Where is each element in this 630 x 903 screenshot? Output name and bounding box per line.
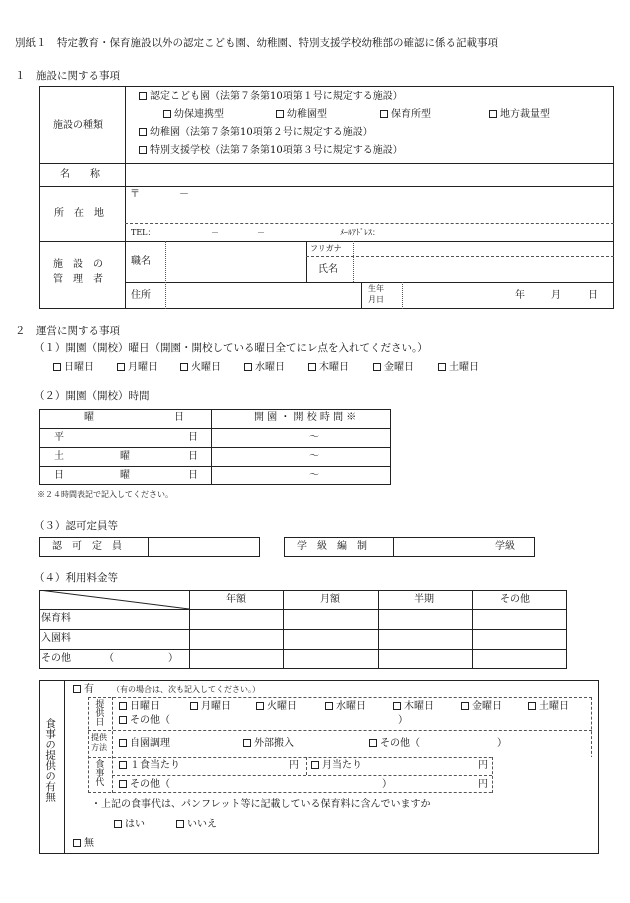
checkbox-icon[interactable] <box>380 110 388 118</box>
checkbox-icon[interactable] <box>528 702 536 710</box>
checkbox-icon[interactable] <box>256 702 264 710</box>
checkbox-icon[interactable] <box>393 702 401 710</box>
open-day-option[interactable]: 金曜日 <box>373 363 414 373</box>
address-label: 所 在 地 <box>54 208 104 219</box>
postal-dash: － <box>179 189 189 200</box>
checkbox-icon[interactable] <box>163 110 171 118</box>
open-day-option[interactable]: 火曜日 <box>180 363 221 373</box>
open-day-option[interactable]: 木曜日 <box>308 363 349 373</box>
section2-heading: ２ 運営に関する事項 <box>15 325 120 337</box>
hours-note: ※２４時間表記で記入してください。 <box>37 490 173 499</box>
checkbox-icon[interactable] <box>369 739 377 747</box>
q1-heading: （１）開園（開校）曜日（開園・開校している曜日全てにレ点を入れてください。） <box>34 342 428 354</box>
checkbox-icon[interactable] <box>119 702 127 710</box>
open-day-option[interactable]: 水曜日 <box>244 363 285 373</box>
meal-yes[interactable]: 有 <box>73 685 94 695</box>
checkbox-icon[interactable] <box>243 739 251 747</box>
cost-other[interactable]: その他（ <box>119 780 170 790</box>
postal-mark: 〒 <box>130 189 140 200</box>
checkbox-icon[interactable] <box>53 363 61 371</box>
checkbox-icon[interactable] <box>117 363 125 371</box>
checkbox-icon[interactable] <box>176 820 184 828</box>
checkbox-icon[interactable] <box>139 92 147 100</box>
open-day-option[interactable]: 月曜日 <box>117 363 158 373</box>
section1-heading: １ 施設に関する事項 <box>15 70 120 82</box>
position-label: 職名 <box>131 256 151 267</box>
meal-day-option[interactable]: 月曜日 <box>190 702 231 712</box>
checkbox-icon[interactable] <box>180 363 188 371</box>
birth-label: 生年 <box>368 284 384 293</box>
checkbox-icon[interactable] <box>119 780 127 788</box>
checkbox-icon[interactable] <box>114 820 122 828</box>
checkbox-icon[interactable] <box>311 761 319 769</box>
checkbox-icon[interactable] <box>489 110 497 118</box>
sub-chiho[interactable]: 地方裁量型 <box>489 110 550 120</box>
checkbox-icon[interactable] <box>73 839 81 847</box>
checkbox-icon[interactable] <box>373 363 381 371</box>
open-day-option[interactable]: 土曜日 <box>438 363 479 373</box>
meal-label: 食事の提供の有無 <box>44 718 57 802</box>
checkbox-icon[interactable] <box>276 110 284 118</box>
tel-label: TEL： <box>131 228 156 237</box>
person-name-label: 氏名 <box>318 264 338 275</box>
name-label: 名 称 <box>60 169 100 180</box>
method-other[interactable]: その他（ <box>369 739 420 749</box>
checkbox-icon[interactable] <box>308 363 316 371</box>
opt-nintei-kodomoen[interactable]: 認定こども園（法第７条第10項第１号に規定する施設） <box>139 92 403 102</box>
answer-no[interactable]: いいえ <box>176 820 217 830</box>
opt-tokubetsu[interactable]: 特別支援学校（法第７条第10項第３号に規定する施設） <box>139 146 403 156</box>
page-title: 別紙１ 特定教育・保育施設以外の認定こども園、幼稚園、特別支援学校幼稚部の確認に係る記載事項 <box>15 37 498 49</box>
meal-day-option[interactable]: 日曜日 <box>119 702 160 712</box>
meal-day-option[interactable]: 土曜日 <box>528 702 569 712</box>
cost-per-meal[interactable]: １食当たり <box>119 761 180 771</box>
checkbox-icon[interactable] <box>244 363 252 371</box>
checkbox-icon[interactable] <box>139 146 147 154</box>
method-inhouse[interactable]: 自園調理 <box>119 739 170 749</box>
hours-col-header: 開 園 ・ 開 校 時 間 ※ <box>254 412 357 423</box>
diagonal-line <box>39 590 189 609</box>
meal-day-option[interactable]: 金曜日 <box>461 702 502 712</box>
checkbox-icon[interactable] <box>461 702 469 710</box>
meal-day-option[interactable]: 水曜日 <box>325 702 366 712</box>
q4-heading: （４）利用料金等 <box>34 572 118 584</box>
meal-day-option[interactable]: 火曜日 <box>256 702 297 712</box>
checkbox-icon[interactable] <box>119 739 127 747</box>
sub-hoikusho[interactable]: 保育所型 <box>380 110 431 120</box>
manager-label: 施 設 の <box>53 259 103 270</box>
opt-youchien[interactable]: 幼稚園（法第７条第10項第２号に規定する施設） <box>139 128 373 138</box>
open-day-option[interactable]: 日曜日 <box>53 363 94 373</box>
checkbox-icon[interactable] <box>119 761 127 769</box>
furigana-label: フリガナ <box>310 244 342 253</box>
meal-question: ・上記の食事代は、パンフレット等に記載している保育料に含んでいますか <box>91 799 431 810</box>
checkbox-icon[interactable] <box>139 128 147 136</box>
meal-none[interactable]: 無 <box>73 839 94 849</box>
facility-type-label: 施設の種類 <box>53 120 103 131</box>
checkbox-icon[interactable] <box>325 702 333 710</box>
residence-label: 住所 <box>131 290 151 301</box>
checkbox-icon[interactable] <box>438 363 446 371</box>
q3-heading: （３）認可定員等 <box>34 520 118 532</box>
method-external[interactable]: 外部搬入 <box>243 739 294 749</box>
meal-day-other[interactable]: その他（ <box>119 716 170 726</box>
sub-yoho[interactable]: 幼保連携型 <box>163 110 224 120</box>
answer-yes[interactable]: はい <box>114 820 145 830</box>
sub-youchien[interactable]: 幼稚園型 <box>276 110 327 120</box>
checkbox-icon[interactable] <box>119 716 127 724</box>
mail-label: ﾒｰﾙｱﾄﾞﾚｽ： <box>340 228 380 237</box>
checkbox-icon[interactable] <box>190 702 198 710</box>
meal-day-option[interactable]: 木曜日 <box>393 702 434 712</box>
q2-heading: （２）開園（開校）時間 <box>34 390 150 402</box>
cost-per-month[interactable]: 月当たり <box>311 761 362 771</box>
checkbox-icon[interactable] <box>73 685 81 693</box>
